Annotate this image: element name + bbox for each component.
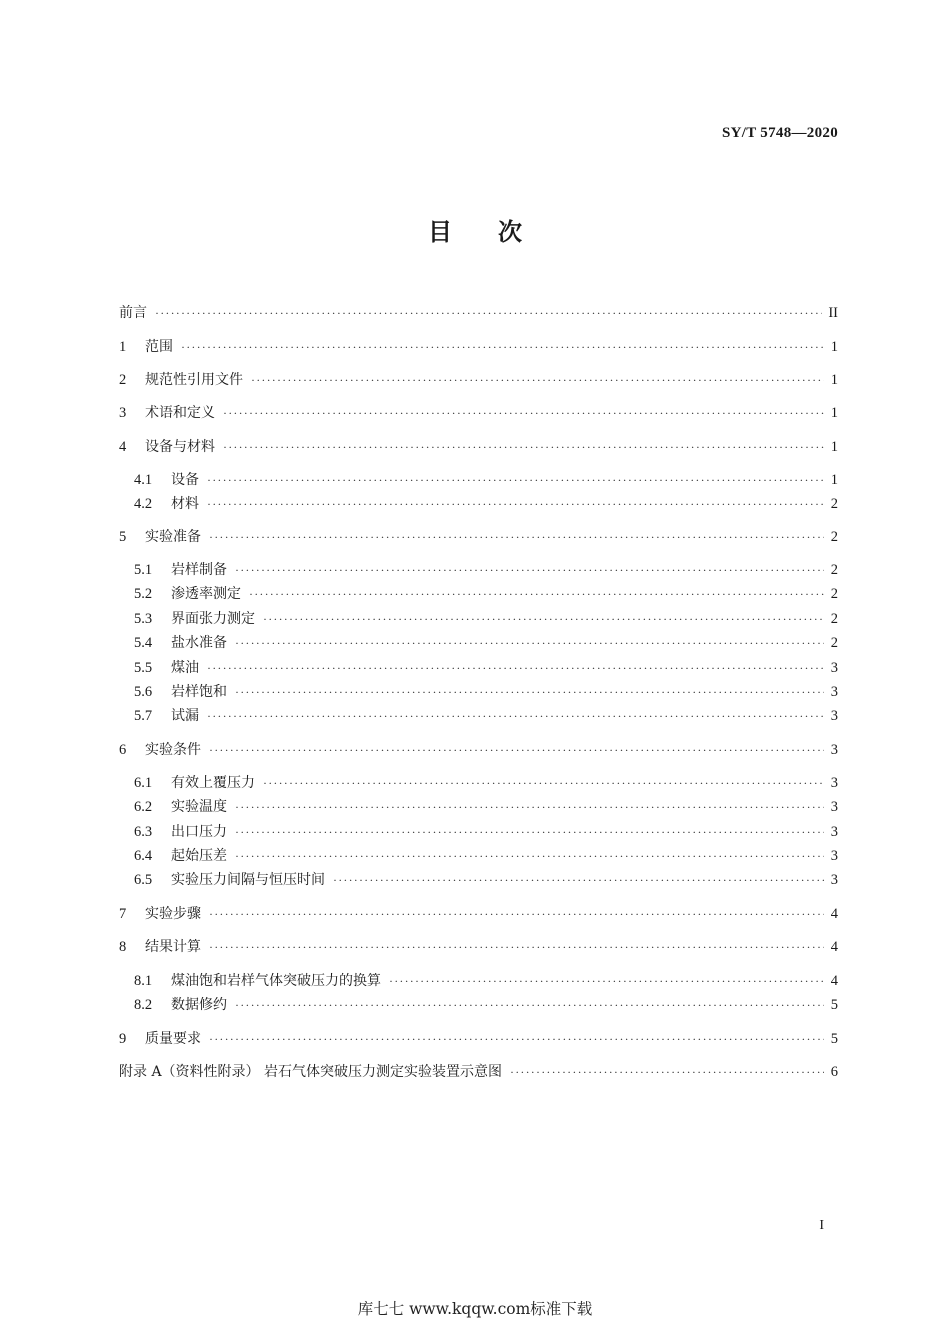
toc-entry-page: 1	[830, 372, 838, 388]
toc-entry-page: 5	[830, 997, 838, 1013]
toc-entry[interactable]	[119, 336, 838, 358]
toc-entry-number: 4.1	[134, 472, 153, 488]
toc-subentry[interactable]	[134, 772, 838, 794]
toc-entry-appendix-a[interactable]	[119, 1061, 838, 1083]
page-number: I	[819, 1218, 824, 1233]
dot-leader	[207, 493, 824, 515]
toc-entry-number: 5.6	[134, 684, 153, 700]
dot-leader	[209, 1028, 824, 1050]
toc-entry-page: 3	[830, 799, 838, 815]
toc-entry[interactable]	[119, 903, 838, 925]
dot-leader	[249, 583, 824, 605]
toc-entry-page: 2	[830, 496, 838, 512]
dot-leader	[263, 772, 824, 794]
dot-leader	[209, 903, 824, 925]
toc-entry-label: 设备与材料	[145, 439, 215, 455]
toc-subentry[interactable]	[134, 583, 838, 605]
toc-entry[interactable]	[119, 936, 838, 958]
toc-entry-label: 出口压力	[171, 824, 227, 840]
toc-entry-page: 1	[830, 472, 838, 488]
toc-entry-page: 4	[830, 973, 838, 989]
toc-entry-label: 范围	[145, 339, 173, 355]
toc-entry-number: 5.3	[134, 611, 153, 627]
dot-leader	[333, 869, 824, 891]
toc-subentry[interactable]	[134, 796, 838, 818]
dot-leader	[235, 994, 824, 1016]
toc-entry-label: 煤油饱和岩样气体突破压力的换算	[171, 973, 381, 989]
toc-entry-page: 2	[830, 635, 838, 651]
toc-entry-label: 试漏	[171, 708, 199, 724]
page-title	[0, 212, 950, 247]
dot-leader	[263, 608, 824, 630]
toc-entry-label: 附录 A（资料性附录） 岩石气体突破压力测定实验装置示意图	[119, 1064, 503, 1080]
toc-entry-number: 5.5	[134, 660, 153, 676]
toc-entry[interactable]	[119, 739, 838, 761]
toc-entry-label: 岩样制备	[171, 562, 227, 578]
toc-entry-page: 2	[830, 562, 838, 578]
dot-leader	[209, 526, 824, 548]
toc-entry-label: 起始压差	[171, 848, 227, 864]
dot-leader	[207, 705, 824, 727]
dot-leader	[223, 436, 824, 458]
toc-entry-label: 质量要求	[145, 1031, 201, 1047]
toc-entry-number: 4.2	[134, 496, 153, 512]
dot-leader	[510, 1061, 824, 1083]
toc-entry-label: 实验准备	[145, 529, 201, 545]
toc-entry-number: 6.3	[134, 824, 153, 840]
toc-entry-label: 数据修约	[171, 997, 227, 1013]
toc-entry-label: 实验压力间隔与恒压时间	[171, 872, 325, 888]
toc-entry-page: 1	[830, 339, 838, 355]
toc-entry-number: 9	[119, 1031, 127, 1047]
dot-leader	[155, 302, 822, 324]
toc-entry-page: 3	[830, 660, 838, 676]
toc-entry[interactable]	[119, 402, 838, 424]
toc-entry-number: 5	[119, 529, 127, 545]
dot-leader	[223, 402, 824, 424]
toc-entry-number: 6	[119, 742, 127, 758]
dot-leader	[235, 559, 824, 581]
toc-entry-page: 3	[830, 824, 838, 840]
toc-entry-label: 材料	[171, 496, 199, 512]
toc-subentry[interactable]	[134, 681, 838, 703]
toc-entry-page: 1	[830, 439, 838, 455]
toc-subentry[interactable]	[134, 469, 838, 491]
toc-entry-label: 有效上覆压力	[171, 775, 255, 791]
toc-entry-label: 规范性引用文件	[145, 372, 243, 388]
toc-subentry[interactable]	[134, 632, 838, 654]
toc-entry-label: 实验条件	[145, 742, 201, 758]
toc-entry-number: 5.1	[134, 562, 153, 578]
dot-leader	[235, 821, 824, 843]
toc-entry-page: 2	[830, 611, 838, 627]
toc-entry-number: 6.2	[134, 799, 153, 815]
toc-entry-label: 实验步骤	[145, 906, 201, 922]
toc-subentry[interactable]	[134, 608, 838, 630]
toc-entry-page: 6	[830, 1064, 838, 1080]
toc-entry-label: 术语和定义	[145, 405, 215, 421]
toc-entry-number: 6.5	[134, 872, 153, 888]
toc-entry-page: 3	[830, 872, 838, 888]
toc-subentry[interactable]	[134, 970, 838, 992]
toc-entry-page: 2	[830, 586, 838, 602]
watermark-text: 库七七 www.kqqw.com标准下载	[357, 1300, 593, 1318]
toc-subentry[interactable]	[134, 559, 838, 581]
toc-entry-number: 5.7	[134, 708, 153, 724]
toc-subentry[interactable]	[134, 994, 838, 1016]
toc-entry-page: 1	[830, 405, 838, 421]
dot-leader	[181, 336, 824, 358]
dot-leader	[235, 845, 824, 867]
toc-entry[interactable]	[119, 369, 838, 391]
toc-subentry[interactable]	[134, 705, 838, 727]
toc-entry-page: 3	[830, 742, 838, 758]
toc-entry-number: 1	[119, 339, 127, 355]
toc-entry-page: 4	[830, 939, 838, 955]
toc-entry-number: 3	[119, 405, 127, 421]
toc-entry-label: 渗透率测定	[171, 586, 241, 602]
toc-entry-number: 6.4	[134, 848, 153, 864]
toc-subentry[interactable]	[134, 657, 838, 679]
dot-leader	[209, 739, 824, 761]
toc-subentry[interactable]	[134, 493, 838, 515]
dot-leader	[209, 936, 824, 958]
dot-leader	[207, 657, 824, 679]
toc-entry-foreword[interactable]	[119, 302, 838, 324]
toc-entry-label: 盐水准备	[171, 635, 227, 651]
title-part-2: 次	[498, 218, 522, 246]
toc-entry[interactable]	[119, 1028, 838, 1050]
toc-entry-page: 2	[830, 529, 838, 545]
toc-entry-label: 设备	[171, 472, 199, 488]
toc-entry-page: II	[828, 305, 838, 321]
toc-subentry[interactable]	[134, 869, 838, 891]
toc-entry-page: 3	[830, 684, 838, 700]
toc-entry-page: 3	[830, 708, 838, 724]
toc-entry-label: 界面张力测定	[171, 611, 255, 627]
toc-entry-number: 8.2	[134, 997, 153, 1013]
dot-leader	[235, 681, 824, 703]
toc-entry-label: 岩样饱和	[171, 684, 227, 700]
standard-code: SY/T 5748—2020	[721, 125, 838, 141]
toc-subentry[interactable]	[134, 821, 838, 843]
toc-entry-number: 5.4	[134, 635, 153, 651]
toc-entry-label: 煤油	[171, 660, 199, 676]
toc-entry-number: 6.1	[134, 775, 153, 791]
toc-entry-label: 结果计算	[145, 939, 201, 955]
dot-leader	[207, 469, 824, 491]
dot-leader	[389, 970, 824, 992]
toc-entry-page: 3	[830, 775, 838, 791]
dot-leader	[235, 632, 824, 654]
toc-entry-number: 8	[119, 939, 127, 955]
toc-entry-label: 实验温度	[171, 799, 227, 815]
dot-leader	[235, 796, 824, 818]
toc-entry-page: 5	[830, 1031, 838, 1047]
toc-entry-number: 7	[119, 906, 127, 922]
title-part-1: 目	[428, 218, 452, 246]
dot-leader	[251, 369, 824, 391]
toc-subentry[interactable]	[134, 845, 838, 867]
toc-entry-number: 8.1	[134, 973, 153, 989]
toc-entry-number: 2	[119, 372, 127, 388]
toc-entry-number: 4	[119, 439, 127, 455]
toc-entry-number: 5.2	[134, 586, 153, 602]
toc-entry[interactable]	[119, 436, 838, 458]
toc-entry-label: 前言	[119, 305, 147, 321]
toc-entry-page: 4	[830, 906, 838, 922]
toc-entry-page: 3	[830, 848, 838, 864]
toc-entry[interactable]	[119, 526, 838, 548]
